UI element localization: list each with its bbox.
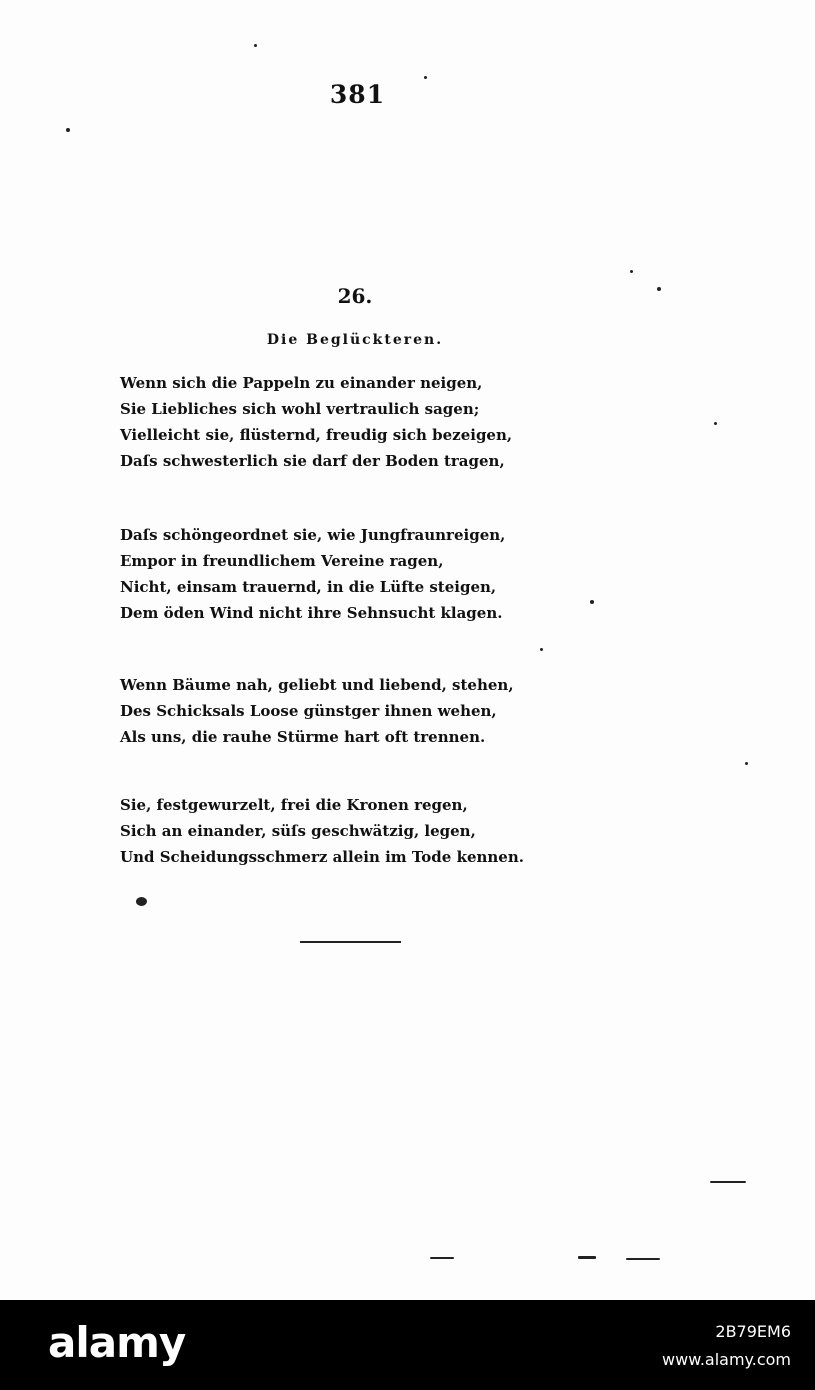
stanza-1 — [120, 370, 540, 474]
ink-speck — [626, 1258, 660, 1260]
ink-speck — [710, 1181, 746, 1183]
ink-speck — [430, 1257, 454, 1259]
site-url: www.alamy.com — [662, 1350, 791, 1369]
ink-speck — [578, 1256, 596, 1259]
poem-line: Als uns, die rauhe Stürme hart oft trennen. — [120, 728, 486, 746]
poem-line: Nicht, einsam trauernd, in die Lüfte steigen, — [120, 578, 497, 596]
poem-line: Wenn sich die Pappeln zu einander neigen, — [120, 374, 483, 392]
ink-speck — [66, 128, 70, 132]
ink-speck — [136, 897, 147, 906]
ink-speck — [590, 600, 594, 604]
ink-speck — [630, 270, 633, 273]
image-id: 2B79EM6 — [715, 1322, 791, 1341]
poem-line: Daſs schwesterlich sie darf der Boden tragen, — [120, 452, 505, 470]
ink-speck — [254, 44, 257, 47]
poem-line: Sie, festgewurzelt, frei die Kronen regen, — [120, 796, 468, 814]
alamy-logo: alamy — [48, 1318, 186, 1367]
ink-speck — [745, 762, 748, 765]
ink-speck — [540, 648, 543, 651]
poem-line: Sie Liebliches sich wohl vertraulich sagen; — [120, 400, 480, 418]
poem-line: Sich an einander, süſs geschwätzig, legen, — [120, 822, 476, 840]
ink-speck — [714, 422, 717, 425]
poem-line: Und Scheidungsschmerz allein im Tode kennen. — [120, 848, 524, 866]
page-number: 381 — [329, 80, 386, 109]
ink-speck — [424, 76, 427, 79]
ink-speck — [657, 287, 661, 291]
watermark-banner — [0, 1300, 815, 1390]
poem-line: Des Schicksals Loose günstger ihnen wehen, — [120, 702, 497, 720]
poem-line: Wenn Bäume nah, geliebt und liebend, stehen, — [120, 676, 514, 694]
end-rule — [300, 941, 401, 943]
stanza-2 — [120, 522, 540, 626]
poem-title: Die Beglückteren. — [266, 332, 444, 348]
poem-line: Dem öden Wind nicht ihre Sehnsucht klagen. — [120, 604, 503, 622]
poem-number: 26. — [337, 284, 373, 308]
poem-line: Empor in freundlichem Vereine ragen, — [120, 552, 444, 570]
poem-line: Vielleicht sie, flüsternd, freudig sich bezeigen, — [120, 426, 513, 444]
stanza-3 — [120, 672, 540, 750]
poem-line: Daſs schöngeordnet sie, wie Jungfraunreigen, — [120, 526, 506, 544]
stanza-4 — [120, 792, 540, 870]
